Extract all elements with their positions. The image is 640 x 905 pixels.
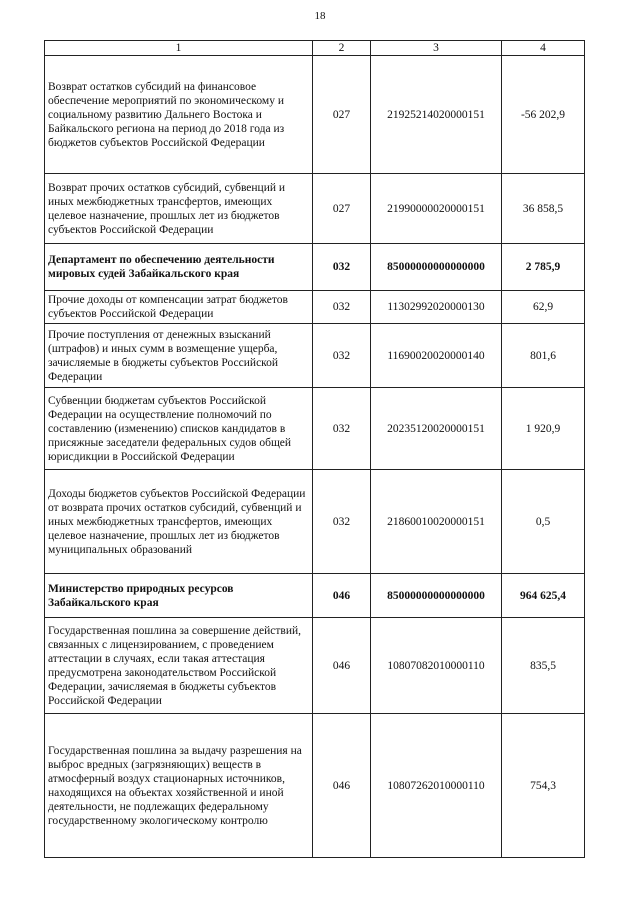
row-kbk-code: 21990000020000151 [371,174,502,244]
row-amount: 754,3 [502,714,585,858]
row-kbk-code: 21860010020000151 [371,470,502,574]
row-description: Министерство природных ресурсов Забайкальского края [45,574,313,618]
row-amount: 62,9 [502,291,585,324]
page-number: 18 [314,10,326,22]
row-admin-code: 027 [313,174,371,244]
table-row [45,56,585,174]
row-description: Возврат прочих остатков субсидий, субвенций и иных межбюджетных трансфертов, имеющих целевое назначение, прошлых лет из бюджетов субъектов Российской Федерации [45,174,313,244]
row-admin-code: 046 [313,714,371,858]
row-amount: 801,6 [502,324,585,388]
row-description: Государственная пошлина за совершение действий, связанных с лицензированием, с проведением аттестации в случаях, если такая аттестация предусмотрена законодательством Российской Федерации, зачисляемая в бюджеты субъектов Российской Федерации [45,618,313,714]
row-description: Субвенции бюджетам субъектов Российской Федерации на осуществление полномочий по составлению (изменению) списков кандидатов в присяжные заседатели федеральных судов общей юрисдикции в Российской Федерации [45,388,313,470]
table-row [45,388,585,470]
table-row [45,244,585,291]
table-row [45,174,585,244]
table-header-row [45,41,585,56]
row-amount: 1 920,9 [502,388,585,470]
row-description: Департамент по обеспечению деятельности мировых судей Забайкальского края [45,244,313,291]
row-admin-code: 032 [313,291,371,324]
row-description: Прочие доходы от компенсации затрат бюджетов субъектов Российской Федерации [45,291,313,324]
row-admin-code: 046 [313,618,371,714]
row-kbk-code: 11302992020000130 [371,291,502,324]
row-kbk-code: 20235120020000151 [371,388,502,470]
row-amount: -56 202,9 [502,56,585,174]
row-kbk-code: 85000000000000000 [371,574,502,618]
table-row [45,714,585,858]
row-description: Возврат остатков субсидий на финансовое обеспечение мероприятий по экономическому и социальному развитию Дальнего Востока и Байкальского региона на период до 2018 года из бюджетов субъектов Российской Федерации [45,56,313,174]
table-row [45,470,585,574]
row-amount: 964 625,4 [502,574,585,618]
row-kbk-code: 21925214020000151 [371,56,502,174]
row-admin-code: 032 [313,388,371,470]
row-kbk-code: 10807082010000110 [371,618,502,714]
row-amount: 2 785,9 [502,244,585,291]
row-kbk-code: 11690020020000140 [371,324,502,388]
row-admin-code: 032 [313,244,371,291]
row-amount: 835,5 [502,618,585,714]
row-kbk-code: 10807262010000110 [371,714,502,858]
column-header-3: 3 [371,41,502,56]
column-header-1: 1 [45,41,313,56]
row-amount: 0,5 [502,470,585,574]
row-admin-code: 032 [313,324,371,388]
row-admin-code: 032 [313,470,371,574]
table-row [45,618,585,714]
row-description: Государственная пошлина за выдачу разрешения на выброс вредных (загрязняющих) веществ в атмосферный воздух стационарных источников, находящихся на объектах хозяйственной и иной деятельности, не подлежащих федеральному государственному экологическому контролю [45,714,313,858]
table-row [45,574,585,618]
table-row [45,291,585,324]
row-description: Доходы бюджетов субъектов Российской Федерации от возврата прочих остатков субсидий, субвенций и иных межбюджетных трансфертов, имеющих целевое назначение, прошлых лет из бюджетов муниципальных образований [45,470,313,574]
column-header-4: 4 [502,41,585,56]
row-admin-code: 027 [313,56,371,174]
column-header-2: 2 [313,41,371,56]
row-admin-code: 046 [313,574,371,618]
table-row [45,324,585,388]
row-amount: 36 858,5 [502,174,585,244]
row-kbk-code: 85000000000000000 [371,244,502,291]
revenue-table [44,40,585,858]
row-description: Прочие поступления от денежных взысканий (штрафов) и иных сумм в возмещение ущерба, зачисляемые в бюджеты субъектов Российской Федерации [45,324,313,388]
